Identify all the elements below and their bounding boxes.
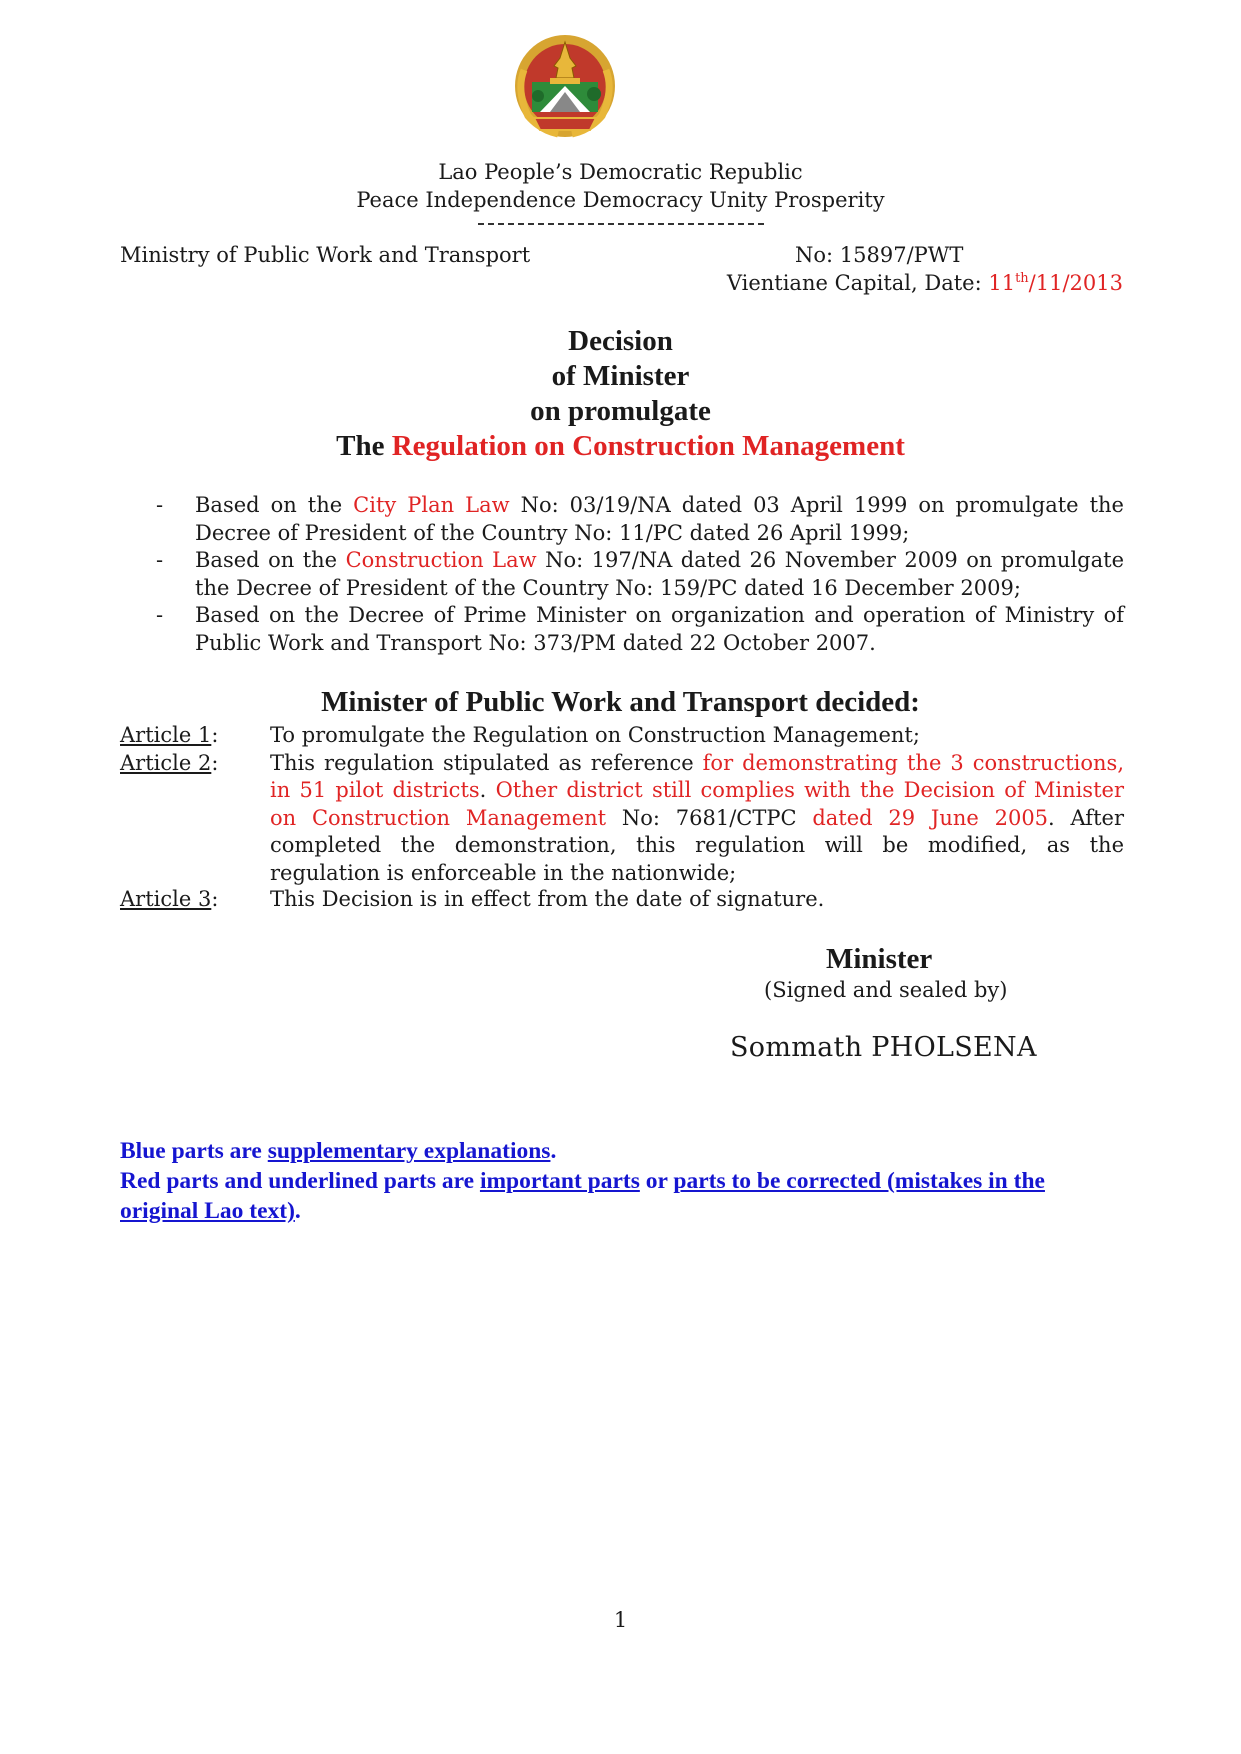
document-number: No: 15897/PWT	[795, 243, 964, 267]
article-text: To promulgate the Regulation on Construction Management;	[270, 723, 920, 747]
basis-law-name: City Plan Law	[353, 493, 510, 517]
page-number: 1	[613, 1608, 628, 1632]
article-text	[270, 750, 1124, 888]
signatory-name: Sommath PHOLSENA	[730, 1032, 1037, 1063]
basis-text: No: 03/19/NA dated 03 April 1999 on promulgate the Decree of President of the Country No: 11/PC dated 26 April 1999;	[195, 493, 1124, 545]
article-2	[120, 750, 1124, 888]
article-label	[120, 750, 218, 778]
article-label-text: Article 3	[120, 887, 212, 911]
country-name: Lao People’s Democratic Republic	[438, 160, 803, 184]
legal-basis-item	[150, 602, 1124, 657]
article-label-text: Article 2	[120, 750, 212, 775]
header-separator	[478, 223, 764, 225]
basis-text: Based on the	[195, 548, 346, 572]
basis-text: No: 197/NA dated 26 November 2009 on promulgate the Decree of President of the Country No: 159/PC dated 16 December 2009;	[195, 548, 1124, 600]
legend-text: .	[550, 1138, 557, 1164]
article-label	[120, 886, 218, 914]
bullet-marker: -	[156, 548, 164, 572]
legend-line-blue	[120, 1136, 1124, 1166]
legend-line-red	[120, 1166, 1124, 1226]
article-text-highlight: for demonstrating the 3 constructions, in 51 pilot districts	[270, 750, 1124, 802]
article-1	[120, 722, 1124, 750]
ministry-name: Ministry of Public Work and Transport	[120, 243, 531, 267]
article-3	[120, 886, 1124, 914]
title-regulation	[0, 430, 1241, 463]
article-colon: :	[211, 723, 219, 747]
article-text-part: This regulation stipulated as reference	[270, 750, 703, 775]
date-suffix: th	[1015, 271, 1029, 286]
signature-note: (Signed and sealed by)	[764, 978, 1008, 1002]
legal-basis-item	[150, 547, 1124, 602]
article-colon: :	[211, 887, 219, 911]
article-text-highlight: dated 29 June 2005	[812, 805, 1049, 830]
legend-underlined: supplementary explanations	[267, 1138, 551, 1164]
bullet-marker: -	[156, 603, 164, 627]
document-date	[727, 271, 1123, 295]
color-legend	[120, 1136, 1124, 1226]
title-prefix: The	[336, 430, 392, 462]
legal-basis-list	[150, 492, 1124, 657]
legend-text: Blue parts are	[120, 1138, 268, 1164]
article-text-highlight: Other district still complies with the Decision of Minister on Construction Management	[270, 778, 1124, 830]
legend-text: .	[294, 1198, 301, 1224]
legal-basis-item	[150, 492, 1124, 547]
date-prefix: Vientiane Capital, Date:	[726, 271, 989, 295]
title-decision: Decision	[568, 325, 673, 357]
article-text: This Decision is in effect from the date of signature.	[270, 887, 825, 911]
legend-underlined: parts to be corrected (mistakes in the original Lao text)	[120, 1168, 1045, 1224]
title-of-minister: of Minister	[551, 360, 690, 392]
basis-text: Based on the Decree of Prime Minister on organization and operation of Ministry of Public Work and Transport No: 373/PM dated 22 October 2007.	[195, 603, 1124, 655]
national-motto: Peace Independence Democracy Unity Prosperity	[356, 188, 885, 212]
title-regulation-name: Regulation on Construction Management	[391, 430, 905, 462]
date-day: 11	[988, 271, 1016, 295]
legend-underlined: important parts	[479, 1168, 640, 1194]
decided-heading: Minister of Public Work and Transport decided:	[321, 686, 920, 718]
signatory-title: Minister	[826, 943, 933, 975]
legend-text: Red parts and underlined parts are	[120, 1168, 480, 1194]
article-label-text: Article 1	[120, 723, 212, 747]
article-text-part: . After completed the demonstration, this regulation will be modified, as the regulation is enforceable in the nationwide;	[270, 805, 1124, 885]
basis-law-name: Construction Law	[345, 548, 537, 572]
title-on-promulgate: on promulgate	[530, 395, 711, 427]
article-label	[120, 722, 218, 750]
lao-national-emblem	[510, 30, 620, 142]
date-value	[988, 271, 1123, 295]
bullet-marker: -	[156, 493, 164, 517]
article-colon: :	[211, 750, 219, 775]
date-month-year: /11/2013	[1028, 271, 1123, 295]
article-text-part: .	[479, 778, 496, 802]
basis-text: Based on the	[195, 493, 354, 517]
article-text-part: No: 7681/CTPC	[606, 805, 813, 830]
legend-text: or	[639, 1168, 674, 1194]
